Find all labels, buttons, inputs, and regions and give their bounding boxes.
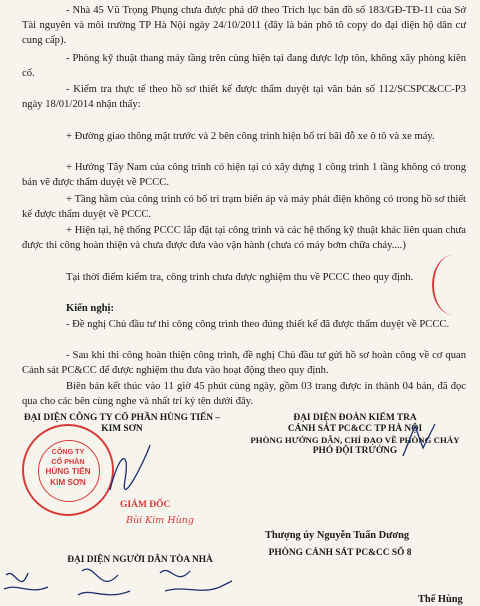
right-officer-name: Thượng úy Nguyễn Tuấn Dương	[265, 530, 410, 541]
paragraph-inspection: - Kiểm tra thực tế theo hồ sơ thiết kế được thẩm duyệt tại văn bản số 112/SCSPC&CC-P3 ngày 18/01/2014 nhận thấy:	[22, 84, 466, 111]
right-heading-4: PHÓ ĐỘI TRƯỞNG	[312, 446, 398, 456]
paragraph-recommend-2: - Sau khi thi công hoàn thiện công trình, đề nghị Chủ đầu tư gửi hồ sơ hoàn công về cơ quan Cảnh sát PC&CC để được nghiệm thu đưa vào hoạt động theo quy định.	[22, 350, 466, 377]
paragraph-closing: Biên bản kết thúc vào 11 giờ 45 phút cùng ngày, gồm 03 trang được in thành 04 bản, đã đọc qua cho các bên cùng nghe và nhất trí ký tên dưới đây.	[22, 381, 466, 408]
paragraph-elevator-room: - Phòng kỹ thuật thang máy tầng trên cùng hiện tại đang được lợp tôn, không xây phòng kiên cố.	[22, 53, 466, 80]
right-heading-3: PHÒNG HƯỚNG DẪN, CHỈ ĐẠO VỀ PHÒNG CHÁY	[250, 435, 460, 445]
stamp-line-3: HÙNG TIẾN	[45, 467, 91, 476]
paragraph-house-45: - Nhà 45 Vũ Trọng Phụng chưa được phá dỡ theo Trích lục bản đồ số 183/GĐ-TĐ-11 của Sở Tài nguyên và môi trường TP Hà Nội ngày 24/10/2011 (đây là bản phô tô copy do đại diện hộ dân cư cung cấp).	[22, 5, 466, 47]
bottom-right-name: Thế Hùng	[418, 594, 463, 605]
stamp-line-4: KIM SƠN	[50, 478, 86, 487]
heading-recommendations: Kiến nghị:	[66, 303, 114, 314]
stamp-line-2: CỔ PHẦN	[51, 457, 85, 466]
paragraph-acceptance: Tại thời điểm kiểm tra, công trình chưa được nghiệm thu về PCCC theo quy định.	[66, 272, 414, 283]
left-signature-heading: ĐẠI DIỆN CÔNG TY CỔ PHẦN HÙNG TIẾN – KIM SƠN	[23, 413, 221, 434]
residents-signatures	[0, 565, 300, 606]
left-signature-name: Bùi Kim Hùng	[126, 515, 194, 526]
right-signature-scribble	[395, 418, 445, 463]
left-signature-scribble	[100, 440, 160, 500]
page-seal-edge	[432, 255, 474, 315]
paragraph-recommend-1: - Đề nghị Chủ đầu tư thi công công trình theo đúng thiết kế đã được thẩm duyệt về PCCC.	[66, 319, 450, 330]
left-signature-title: GIÁM ĐỐC	[120, 500, 171, 510]
right-office-name: PHÒNG CẢNH SÁT PC&CC SỐ 8	[268, 548, 412, 558]
paragraph-basement: + Tầng hầm của công trình có bố trí trạm biến áp và máy phát điện không có trong hồ sơ thiết kế được thẩm duyệt về PCCC.	[22, 194, 466, 221]
right-heading-2: CẢNH SÁT PC&CC TP HÀ NỘI	[287, 424, 423, 434]
stamp-line-1: CÔNG TY	[51, 447, 85, 456]
paragraph-traffic: + Đường giao thông mặt trước và 2 bên công trình hiện bố trí bãi đỗ xe ô tô và xe máy.	[66, 131, 435, 142]
paragraph-pccc-system: + Hiện tại, hệ thống PCCC lắp đặt tại công trình và các hệ thống kỹ thuật khác liên quan chưa được thi công hoàn thiện và chưa được đưa vào vận hành (chưa có máy bơm chữa cháy....)	[22, 225, 466, 252]
right-heading-1: ĐẠI DIỆN ĐOÀN KIỂM TRA	[293, 413, 417, 423]
paragraph-southwest: + Hướng Tây Nam của công trình có hiện tại có xây dựng 1 công trình 1 tầng không có trong bản vẽ được thẩm duyệt về PCCC.	[22, 162, 466, 189]
residents-heading: ĐẠI DIỆN NGƯỜI DÂN TÒA NHÀ	[67, 555, 213, 565]
